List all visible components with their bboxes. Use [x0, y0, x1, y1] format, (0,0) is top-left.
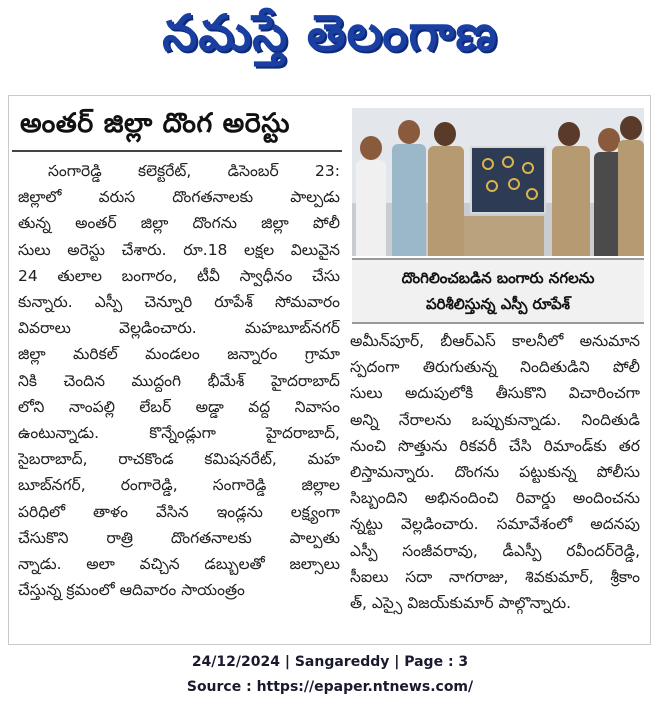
article-line: సులు అదుపులోకి తీసుకొని విచారించగా [350, 384, 640, 403]
news-photo [352, 108, 644, 256]
jewel-item [526, 188, 538, 200]
masthead [0, 0, 660, 78]
article-line: ఎస్పీ సంజీవరావు, డీఎస్పీ రవీందర్‌రెడ్డి, [350, 541, 640, 560]
article-line: పరిధిలో తాళం వేసిన ఇండ్లను లక్ష్యంగా [18, 502, 340, 521]
article-line: లోని నాంపల్లి లేబర్ అడ్డా వద్ద నివాసం [18, 397, 340, 416]
article-line: జిల్లాలో వరుస దొంగతనాలకు పాల్పడు [18, 188, 340, 207]
article-line: వివరాలు వెల్లడించారు. మహబూబ్‌నగర్ [18, 319, 340, 338]
article-body-right-column [350, 328, 640, 616]
article-line: అన్ని నేరాలను ఒప్పుకున్నాడు. నిందితుడి [350, 410, 640, 429]
jewel-item [502, 156, 514, 168]
page-footer [0, 650, 660, 700]
article-line: అమీన్‌పూర్, బీఆర్‌ఎస్ కాలనీలో అనుమాన [350, 332, 640, 350]
jewellery-display-board [470, 146, 546, 214]
headline-divider [12, 150, 342, 152]
caption-line: పరిశీలిస్తున్న ఎస్పీ రూపేశ్ [425, 295, 571, 313]
article-line: సీఐలు సదా నాగరాజు, శివకుమార్, శ్రీకాం [350, 567, 640, 586]
newspaper-logo: నమస్తే తెలంగాణ [162, 3, 498, 62]
display-table [464, 216, 544, 256]
article-line: 24 తులాల బంగారం, టీవీ స్వాధీనం చేసు [18, 266, 340, 285]
jewel-item [486, 180, 498, 192]
article-line: న్నట్టు వెల్లడించారు. సమావేశంలో అదనపు [350, 515, 640, 534]
article-line: నికి చెందిన ముద్దంగి భీమేశ్ హైదరాబాద్ [18, 371, 340, 390]
article-line: తున్న అంతర్ జిల్లా దొంగను జిల్లా పోలీ [18, 214, 340, 233]
article-line: చేస్తున్న క్రమంలో ఆదివారం సాయంత్రం [18, 581, 245, 600]
article-line: చేసుకొని రాత్రి దొంగతనాలకు పాల్పతు [18, 528, 340, 547]
article-line: సులు అరెస్టు చేశారు. రూ.18 లక్షల విలువైన [18, 240, 340, 259]
article-line: బూబ్‌నగర్, రంగారెడ్డి, సంగారెడ్డి జిల్లాల [18, 476, 340, 495]
caption-line: దొంగిలించబడిన బంగారు నగలను [401, 269, 595, 287]
edition-info: 24/12/2024 | Sangareddy | Page : 3 [191, 654, 469, 670]
article-line: న్నాడు. అలా వచ్చిన డబ్బులతో జల్సాలు [18, 555, 340, 574]
article-line: నుంచి సొత్తును రికవరీ చేసి రిమాండ్‌కు తర [350, 436, 640, 455]
source-link[interactable]: Source : https://epaper.ntnews.com/ [186, 679, 474, 695]
article-line: కున్నారు. ఎస్పీ చెన్నూరి రూపేశ్ సోమవారం [18, 293, 340, 312]
article-line: సంగారెడ్డి కలెక్టరేట్, డిసెంబర్ 23: [48, 162, 340, 180]
jewel-item [508, 178, 520, 190]
article-line: ఉంటున్నాడు. కొన్నేండ్లుగా హైదరాబాద్, [18, 424, 340, 443]
article-line: స్పదంగా తిరుగుతున్న నిందితుడిని పోలీ [350, 358, 640, 377]
jewel-item [482, 158, 494, 170]
article-line: జిల్లా మరికల్ మండలం జన్నారం గ్రామా [18, 345, 340, 364]
article-line: సైబరాబాద్, రాచకొండ కమిషనరేట్, మహ [18, 450, 340, 469]
article-line: త్, ఎస్సై విజయ్‌కుమార్ పాల్గొన్నారు. [350, 594, 572, 613]
photo-caption [352, 258, 644, 324]
article-body-left-column [18, 158, 340, 603]
article-headline: అంతర్ జిల్లా దొంగ అరెస్టు [20, 108, 291, 139]
article-line: లిస్తామన్నారు. దొంగను పట్టుకున్న పోలీసు [350, 463, 640, 482]
article-line: సిబ్బందిని అభినందించి రివార్డు అందించను [350, 489, 640, 508]
jewel-item [522, 162, 534, 174]
